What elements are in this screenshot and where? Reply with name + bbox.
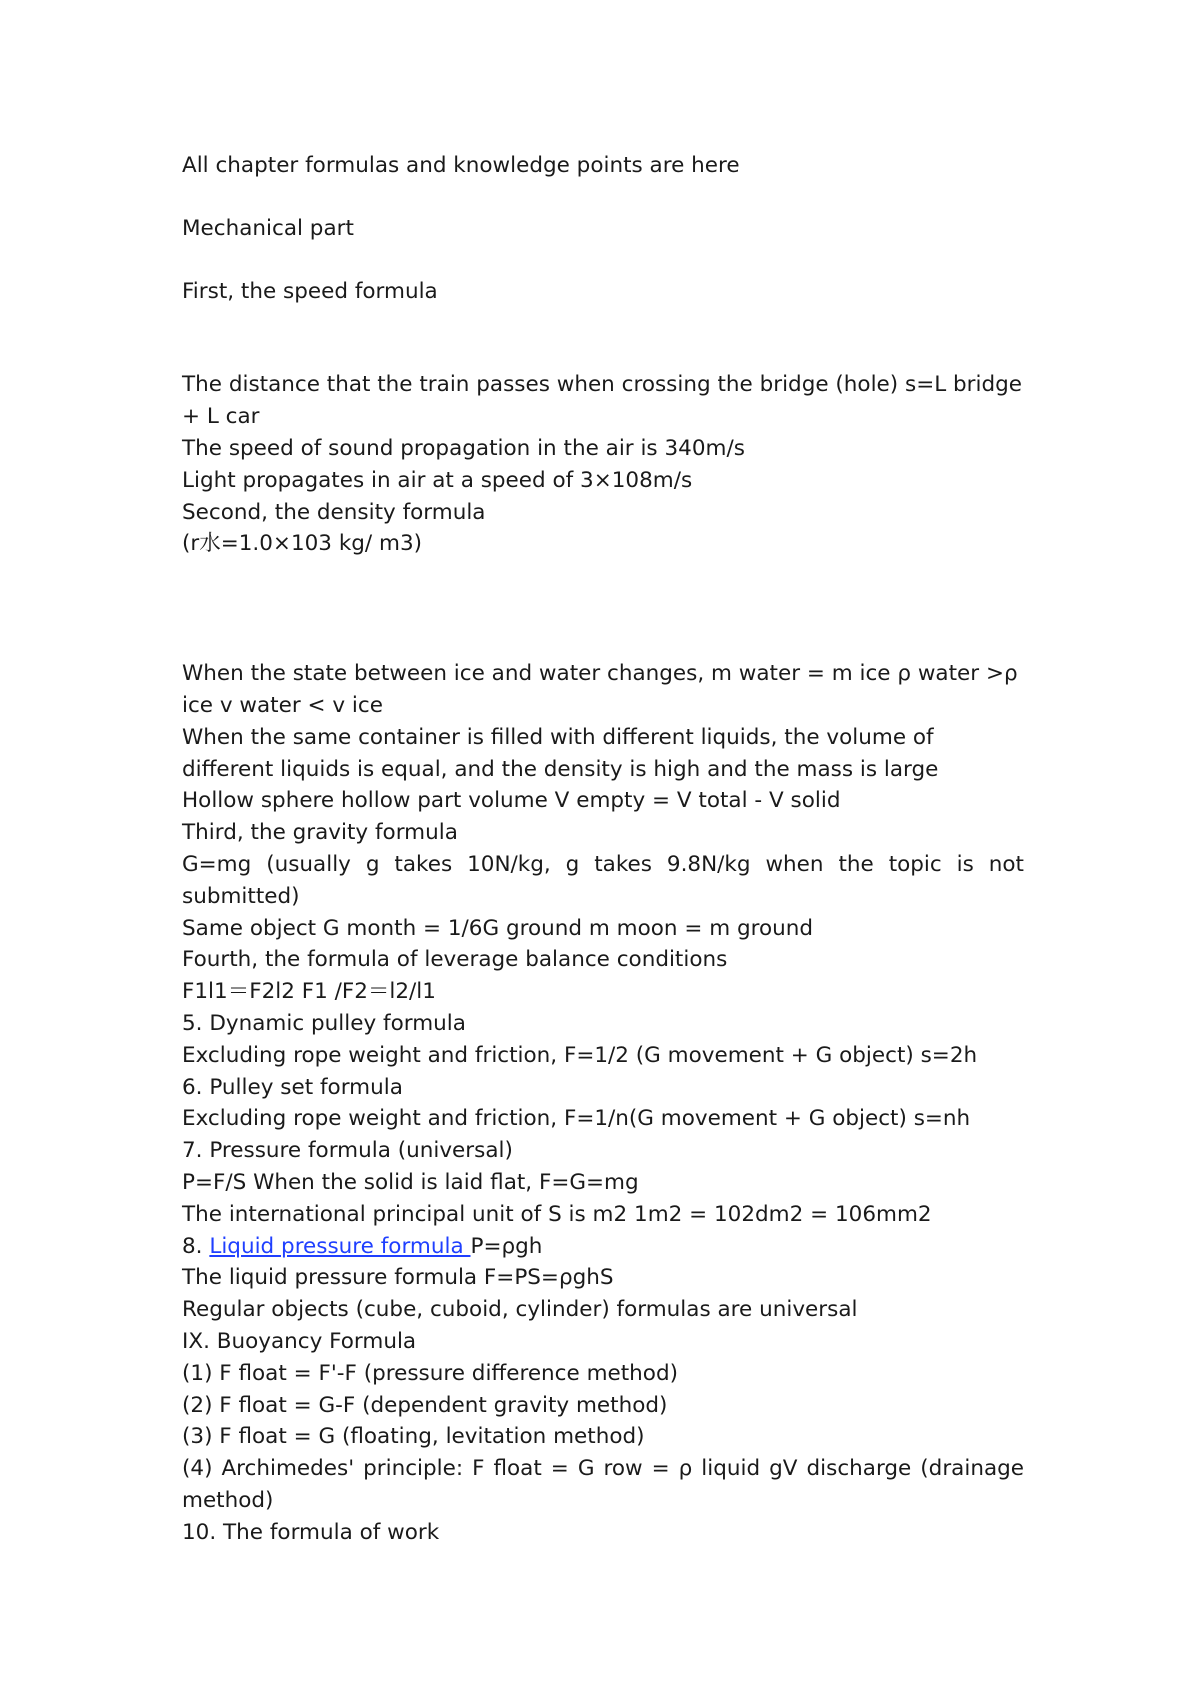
pulley-heading: 5. Dynamic pulley formula [182,1010,466,1036]
liquid-pressure-link[interactable]: Liquid pressure formula [209,1233,471,1259]
pressure-heading: 7. Pressure formula (universal) [182,1138,513,1164]
speed-light: Light propagates in air at a speed of 3×108m/s [182,467,693,493]
gravity-heading: Third, the gravity formula [182,820,458,846]
density-hollow: Hollow sphere hollow part volume V empty = V total - V solid [182,788,841,814]
pulley-formula: Excluding rope weight and friction, F=1/2 (G movement + G object) s=2h [182,1042,978,1068]
document-page [182,150,1024,1548]
gravity-moon: Same object G month = 1/6G ground m moon = m ground [182,915,814,941]
pressure-flat: P=F/S When the solid is laid flat, F=G=mg [182,1169,639,1195]
lever-formula: F1l1＝F2l2 F1 /F2＝l2/l1 [182,979,436,1005]
density-ice-water: When the state between ice and water changes, m water = m ice ρ water >ρ ice v water < v ice [182,661,1018,718]
document-heading: All chapter formulas and knowledge points are here [182,153,740,178]
buoyancy-heading: IX. Buoyancy Formula [182,1328,417,1354]
buoyancy-method-2: (2) F float = G-F (dependent gravity method) [182,1392,668,1418]
speed-heading: First, the speed formula [182,278,438,304]
section-title: Mechanical part [182,215,354,241]
buoyancy-method-1: (1) F float = F'-F (pressure difference method) [182,1360,678,1386]
liquid-prefix: 8. [182,1233,210,1259]
speed-sound: The speed of sound propagation in the air is 340m/s [182,435,745,461]
lever-heading: Fourth, the formula of leverage balance conditions [182,947,728,973]
buoyancy-method-4: (4) Archimedes' principle: F float = G row = ρ liquid gV discharge (drainage method) [182,1456,1024,1513]
speed-bridge: The distance that the train passes when crossing the bridge (hole) s=L bridge + L car [182,372,1023,430]
pressure-unit: The international principal unit of S is m2 1m2 = 102dm2 = 106mm2 [182,1201,932,1227]
liquid-formula: P=ρgh [470,1233,543,1259]
liquid-force: The liquid pressure formula F=PS=ρghS [182,1265,614,1291]
buoyancy-method-3: (3) F float = G (floating, levitation method) [182,1424,645,1450]
liquid-pressure-line [182,1231,1024,1263]
pulley-set-formula: Excluding rope weight and friction, F=1/n(G movement + G object) s=nh [182,1106,971,1132]
density-container: When the same container is filled with different liquids, the volume of different liquids is equal, and the density is high and the mass is large [182,724,939,782]
density-water: (r水=1.0×103 kg/ m3) [182,531,423,557]
density-heading: Second, the density formula [182,499,486,525]
liquid-regular: Regular objects (cube, cuboid, cylinder) formulas are universal [182,1297,858,1323]
work-heading: 10. The formula of work [182,1519,440,1545]
pulley-set-heading: 6. Pulley set formula [182,1074,403,1100]
gravity-formula: G=mg (usually g takes 10N/kg, g takes 9.8N/kg when the topic is not submitted) [182,851,1024,909]
